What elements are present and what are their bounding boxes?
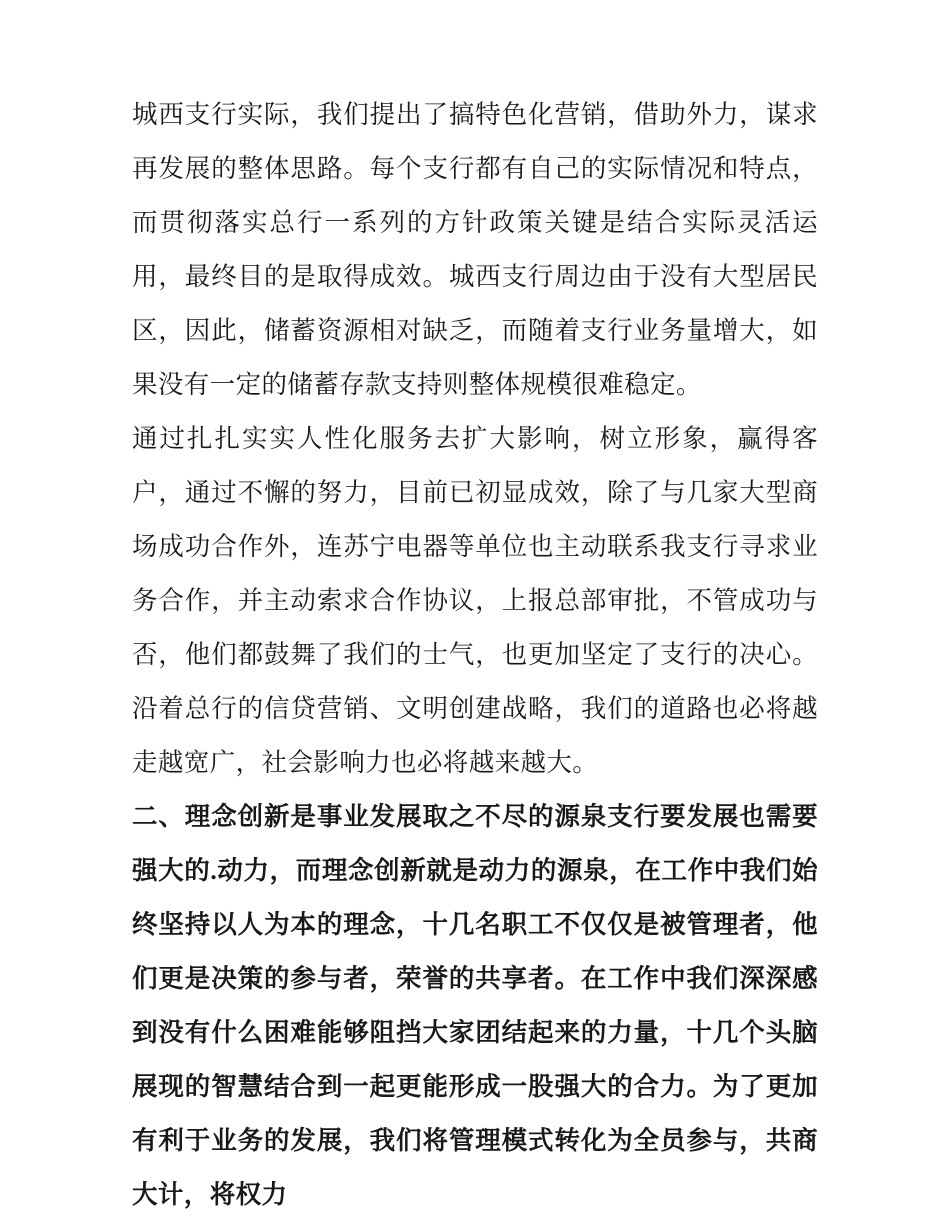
document-body xyxy=(132,88,818,1222)
paragraph-3: 二、理念创新是事业发展取之不尽的源泉支行要发展也需要强大的.动力，而理念创新就是动力的源泉，在工作中我们始终坚持以人为本的理念，十几名职工不仅仅是被管理者，他们更是决策的参与者，荣誉的共享者。在工作中我们深深感到没有什么困难能够阻挡大家团结起来的力量，十几个头脑展现的智慧结合到一起更能形成一股强大的合力。为了更加有利于业务的发展，我们将管理模式转化为全员参与，共商大计，将权力 xyxy=(132,802,818,1209)
paragraph-1: 城西支行实际，我们提出了搞特色化营销，借助外力，谋求再发展的整体思路。每个支行都有自己的实际情况和特点，而贯彻落实总行一系列的方针政策关键是结合实际灵活运用，最终目的是取得成效。城西支行周边由于没有大型居民区，因此，储蓄资源相对缺乏，而随着支行业务量增大，如果没有一定的储蓄存款支持则整体规模很难稳定。 xyxy=(132,100,818,399)
paragraph-2: 通过扎扎实实人性化服务去扩大影响，树立形象，赢得客户，通过不懈的努力，目前已初显成效，除了与几家大型商场成功合作外，连苏宁电器等单位也主动联系我支行寻求业务合作，并主动索求合作协议，上报总部审批，不管成功与否，他们都鼓舞了我们的士气，也更加坚定了支行的决心。沿着总行的信贷营销、文明创建战略，我们的道路也必将越走越宽广，社会影响力也必将越来越大。 xyxy=(132,424,818,777)
